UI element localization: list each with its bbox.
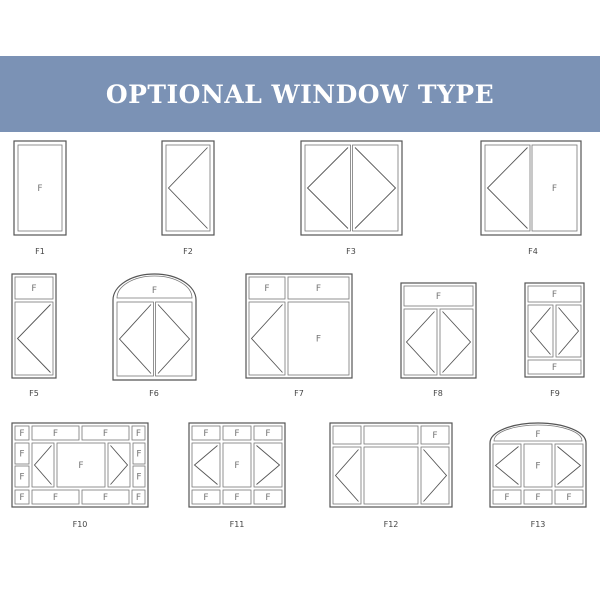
window-f8	[401, 283, 476, 398]
fixed-pane-mark: F	[264, 284, 270, 294]
fixed-pane-mark: F	[432, 431, 438, 441]
fixed-pane-mark: F	[102, 429, 109, 439]
page-title: OPTIONAL WINDOW TYPE	[105, 79, 495, 109]
window-label: F11	[229, 520, 245, 529]
fixed-pane-mark: F	[234, 461, 240, 471]
window-f11	[189, 423, 285, 529]
window-label: F10	[72, 520, 88, 529]
window-label: F5	[29, 389, 39, 398]
window-frame	[481, 141, 581, 235]
fixed-pane-mark: F	[19, 429, 25, 439]
fixed-pane-mark: F	[551, 363, 558, 373]
fixed-pane-mark: F	[551, 290, 558, 300]
window-f6	[113, 274, 196, 398]
fixed-pane-mark: F	[535, 430, 541, 440]
fixed-pane-mark: F	[315, 284, 322, 294]
fixed-pane-mark: F	[535, 493, 541, 503]
window-label: F1	[35, 247, 45, 256]
window-label: F6	[149, 389, 159, 398]
window-label: F4	[528, 247, 538, 256]
fixed-pane-mark: F	[234, 493, 240, 503]
fixed-pane-mark: F	[136, 472, 142, 483]
fixed-pane-mark: F	[151, 286, 158, 296]
fixed-pane-mark: F	[315, 334, 322, 345]
fixed-pane-mark: F	[19, 472, 25, 483]
window-label: F3	[346, 247, 356, 256]
fixed-pane-mark: F	[135, 429, 142, 439]
window-label: F9	[550, 389, 560, 398]
fixed-pane-mark: F	[535, 461, 541, 472]
fixed-pane-mark: F	[203, 493, 209, 503]
fixed-pane-mark: F	[435, 292, 442, 302]
window-f12	[330, 423, 452, 529]
fixed-pane-mark: F	[31, 284, 37, 294]
window-f13	[490, 423, 586, 529]
window-f7	[246, 274, 352, 398]
fixed-pane-mark: F	[265, 429, 271, 439]
window-label: F12	[383, 520, 399, 529]
window-f10	[12, 423, 148, 529]
window-label: F8	[433, 389, 443, 398]
fixed-pane-mark: F	[78, 461, 84, 471]
window-label: F13	[530, 520, 546, 529]
window-label: F2	[183, 247, 193, 256]
window-f2	[162, 141, 214, 256]
fixed-pane-mark: F	[52, 429, 59, 439]
window-f1	[14, 141, 66, 256]
fixed-pane-mark: F	[234, 429, 240, 439]
fixed-pane-mark: F	[135, 493, 142, 503]
window-frame	[246, 274, 352, 378]
window-frame	[301, 141, 402, 235]
fixed-pane-mark: F	[265, 493, 271, 503]
fixed-pane-mark: F	[203, 429, 209, 439]
window-f9	[525, 283, 584, 398]
fixed-pane-mark: F	[52, 493, 59, 503]
fixed-pane-mark: F	[551, 184, 558, 194]
fixed-pane-mark: F	[19, 493, 25, 503]
fixed-pane-mark: F	[102, 493, 109, 503]
fixed-pane-mark: F	[136, 449, 142, 460]
fixed-pane-mark: F	[504, 493, 510, 503]
window-label: F7	[294, 389, 304, 398]
fixed-pane-mark: F	[19, 449, 25, 460]
window-frame	[162, 141, 214, 235]
window-f3	[301, 141, 402, 256]
fixed-pane-mark: F	[566, 493, 572, 503]
window-f4	[481, 141, 581, 256]
fixed-pane-mark: F	[37, 184, 43, 194]
window-f5	[12, 274, 56, 398]
